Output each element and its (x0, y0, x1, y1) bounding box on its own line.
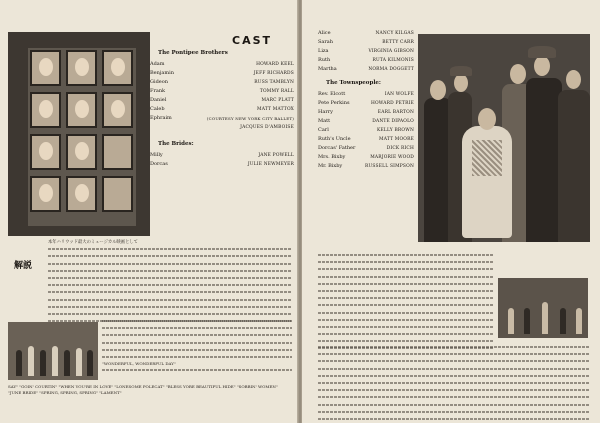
dance-scene-photo (498, 278, 588, 338)
figure-head (566, 70, 581, 89)
figure (28, 346, 34, 376)
gingham-shawl (472, 140, 502, 176)
window-pane (102, 92, 133, 128)
song-list: SAY" "GOIN' COURTIN" "WHEN YOU'RE IN LOVE" "LONESOME POLECAT" "BLESS YORE BEAUTIFUL HIDE" "SOBBIN' WOMEN" "JUNE BRIDE" "SPRING, SPRING, SPRING" "LAMENT" (8, 384, 278, 395)
figure (576, 308, 582, 334)
cast-row: Benjamin JEFF RICHARDS (150, 70, 294, 76)
cast-row: Ruth's Uncle MATT MOORE (318, 136, 414, 142)
cast-row: Dorcas JULIE NEWMEYER (150, 161, 294, 167)
cast-row: Ephraim (COURTESY NEW YORK CITY BALLET) (150, 115, 294, 121)
window-pane (66, 50, 97, 86)
figure (64, 350, 70, 376)
cast-row: Ruth RUTA KILMONIS (318, 57, 414, 63)
figure (40, 350, 46, 376)
cast-row: Liza VIRGINIA GIBSON (318, 48, 414, 54)
cast-row: Rev. Elcott IAN WOLFE (318, 91, 414, 97)
cast-row: Dorcas' Father DICK RICH (318, 145, 414, 151)
cast-row: Frank TOMMY RALL (150, 88, 294, 94)
left-page (0, 0, 298, 423)
cast-row: JACQUES D'AMBOISE (240, 125, 294, 130)
pontipee-heading: The Pontipee Brothers (158, 50, 228, 56)
window-pane (30, 50, 61, 86)
figure (16, 350, 22, 376)
figure (87, 350, 93, 376)
brothers-scene-photo (418, 34, 590, 242)
commentary-label: 解説 (14, 261, 33, 271)
townsfolk-photo (8, 322, 98, 380)
cast-list-right (318, 30, 414, 172)
commentary-text-2 (102, 318, 292, 375)
cast-row: Martha NORMA DOGGETT (318, 66, 414, 72)
bride-head (478, 108, 496, 130)
cast-row: Carl KELLY BROWN (318, 127, 414, 133)
cast-title: CAST (232, 34, 273, 47)
cast-row: Pete Perkins HOWARD PETRIE (318, 100, 414, 106)
townspeople-heading: The Townspeople: (326, 80, 381, 86)
cast-row: Caleb MATT MATTOX (150, 106, 294, 112)
figure (526, 78, 562, 242)
window-pane (102, 176, 133, 212)
wonderful-day-line: "WONDERFUL, WONDERFUL DAY" (102, 361, 176, 367)
hat (528, 46, 556, 58)
cast-row: Sarah BETTY CARR (318, 39, 414, 45)
figure (560, 308, 566, 334)
window-pane (66, 176, 97, 212)
figure (52, 346, 58, 376)
window-pane (66, 92, 97, 128)
cast-row: Harry EARL BARTON (318, 109, 414, 115)
cast-list-left (150, 50, 294, 170)
cast-row: Mrs. Bixby MARJORIE WOOD (318, 154, 414, 160)
window-pane (66, 134, 97, 170)
figure (542, 302, 548, 334)
window-pane (102, 134, 133, 170)
commentary-intro: 本年ハリウッド最大のミュージカル映画として (48, 240, 138, 245)
window-pane (30, 176, 61, 212)
window-pane (30, 134, 61, 170)
figure (524, 308, 530, 334)
cast-row: Milly JANE POWELL (150, 152, 294, 158)
figure-head (510, 64, 526, 84)
cast-row: Mr. Bixby RUSSELL SIMPSON (318, 163, 414, 169)
brides-heading: The Brides: (158, 141, 194, 147)
figure (76, 348, 82, 376)
window-pane (102, 50, 133, 86)
cast-row: Matt DANTE DIPAOLO (318, 118, 414, 124)
window-pane (30, 92, 61, 128)
brides-window-photo (8, 32, 150, 236)
figure (508, 308, 514, 334)
cast-row: Daniel MARC PLATT (150, 97, 294, 103)
commentary-text-right-2 (318, 344, 590, 423)
commentary-text (48, 240, 292, 325)
cast-row: Gideon RUSS TAMBLYN (150, 79, 294, 85)
figure-head (534, 56, 550, 76)
hat (450, 66, 472, 76)
window-frame (28, 48, 136, 226)
figure-head (430, 80, 446, 100)
figure-head (454, 74, 468, 92)
commentary-text-right (318, 252, 494, 353)
cast-row: Alice NANCY KILGAS (318, 30, 414, 36)
figure (558, 90, 590, 242)
cast-row: Adam HOWARD KEEL (150, 61, 294, 67)
